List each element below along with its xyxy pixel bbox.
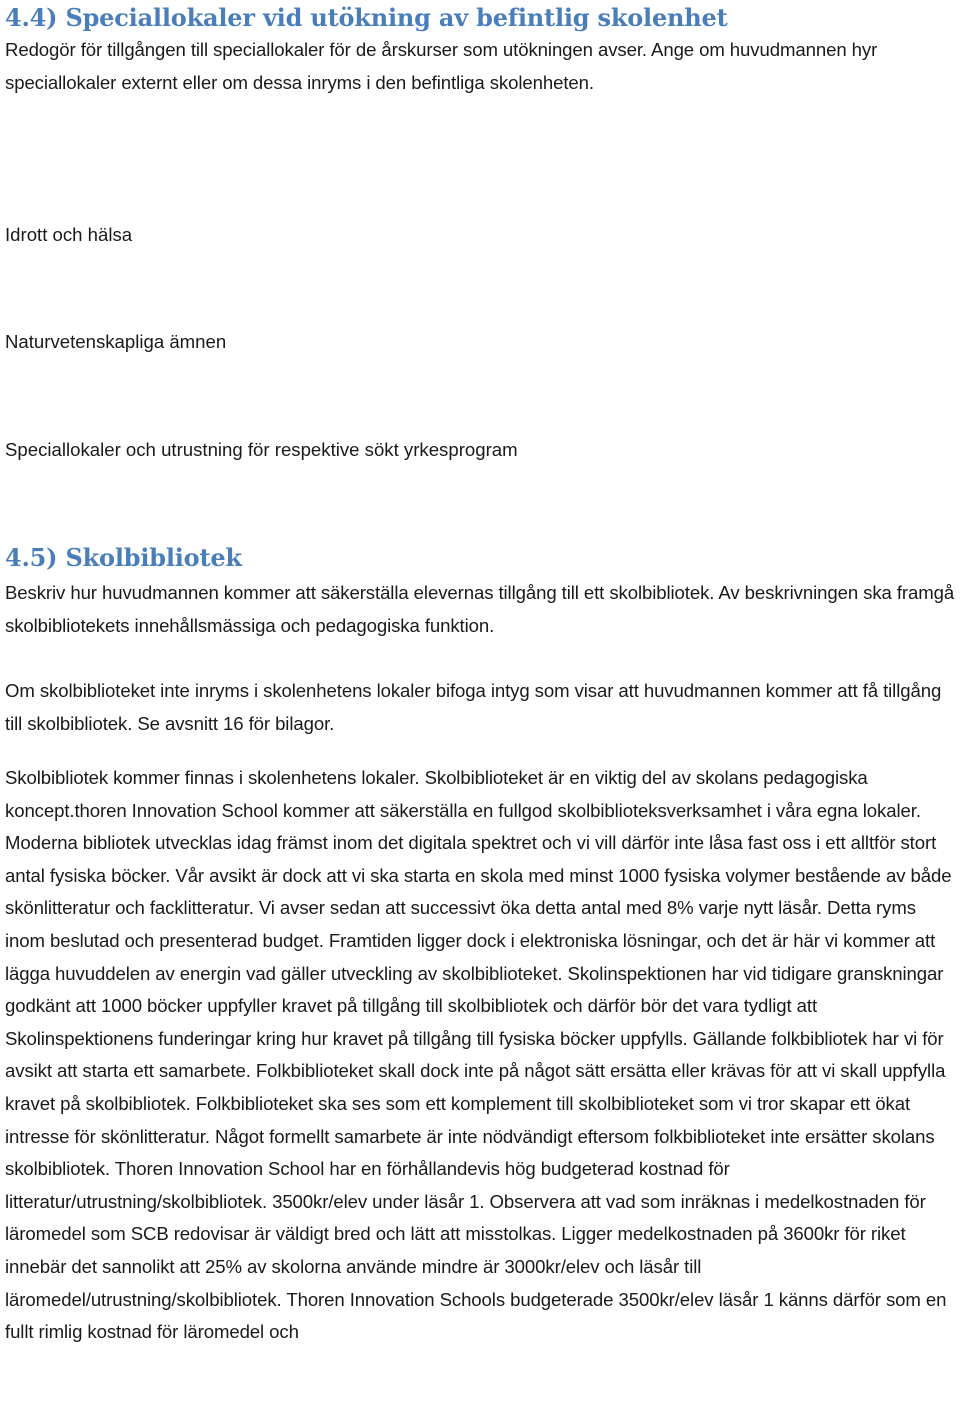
section-heading-4-4: 4.4) Speciallokaler vid utökning av befintlig skolenhet bbox=[5, 3, 728, 32]
section-4-5-attachment-note: Om skolbiblioteket inte inryms i skolenhetens lokaler bifoga intyg som visar att huvudmannen kommer att få tillgång till skolbibliotek. Se avsnitt 16 för bilagor. bbox=[5, 680, 942, 734]
section-4-5-instruction: Beskriv hur huvudmannen kommer att säkerställa elevernas tillgång till ett skolbibliotek. Av beskrivningen ska framgå skolbibliotekets innehållsmässiga och pedagogiska funktion. bbox=[5, 582, 955, 636]
label-idrott-och-halsa: Idrott och hälsa bbox=[5, 224, 133, 245]
section-heading-4-5: 4.5) Skolbibliotek bbox=[5, 543, 242, 572]
section-4-5-answer: Skolbibliotek kommer finnas i skolenhetens lokaler. Skolbiblioteket är en viktig del av skolans pedagogiska koncept.thoren Innovation School kommer att säkerställa en fullgod skolbiblioteksverksamhet i våra egna lokaler. Moderna bibliotek utvecklas idag främst inom det digitala spektret och vi vill därför inte låsa fast oss i ett alltför stort antal fysiska böcker. Vår avsikt är dock att vi ska starta en skola med minst 1000 fysiska volymer bestående av både skönlitteratur och facklitteratur. Vi avser sedan att successivt öka detta antal med 8% varje nytt läsår. Detta ryms inom beslutad och presenterad budget. Framtiden ligger dock i elektroniska lösningar, och det är här vi kommer att lägga huvuddelen av energin vad gäller utveckling av skolbiblioteket. Skolinspektionen har vid tidigare granskningar godkänt att 1000 böcker uppfyller kravet på tillgång till skolbibliotek och därför bör det vara tydligt att Skolinspektionens funderingar kring hur kravet på tillgång till fysiska böcker uppfylls. Gällande folkbibliotek har vi för avsikt att starta ett samarbete. Folkbiblioteket skall dock inte på något sätt ersätta eller krävas för att vi skall uppfylla kravet på skolbibliotek. Folkbiblioteket ska ses som ett komplement till skolbiblioteket som vi tror skapar ett ökat intresse för skönlitteratur. Något formellt samarbete är inte nödvändigt eftersom folkbiblioteket inte ersätter skolans skolbibliotek. Thoren Innovation School har en förhållandevis hög budgeterad kostnad för litteratur/utrustning/skolbibliotek. 3500kr/elev under läsår 1. Observera att vad som inräknas i medelkostnaden för läromedel som SCB redovisar är väldigt bred och lätt att misstolkas. Ligger medelkostnaden på 3600kr för riket innebär det sannolikt att 25% av skolorna använde mindre är 3000kr/elev och läsår till läromedel/utrustning/skolbibliotek. Thoren Innovation Schools budgeterade 3500kr/elev läsår 1 känns därför som en fullt rimlig kostnad för läromedel och bbox=[5, 767, 952, 1343]
section-4-4-intro: Redogör för tillgången till speciallokaler för de årskurser som utökningen avser. Ange om huvudmannen hyr speciallokaler externt eller om dessa inryms i den befintliga skolenheten. bbox=[5, 39, 878, 93]
label-speciallokaler-yrkesprogram: Speciallokaler och utrustning för respektive sökt yrkesprogram bbox=[5, 439, 518, 460]
label-naturvetenskapliga-amnen: Naturvetenskapliga ämnen bbox=[5, 331, 227, 352]
